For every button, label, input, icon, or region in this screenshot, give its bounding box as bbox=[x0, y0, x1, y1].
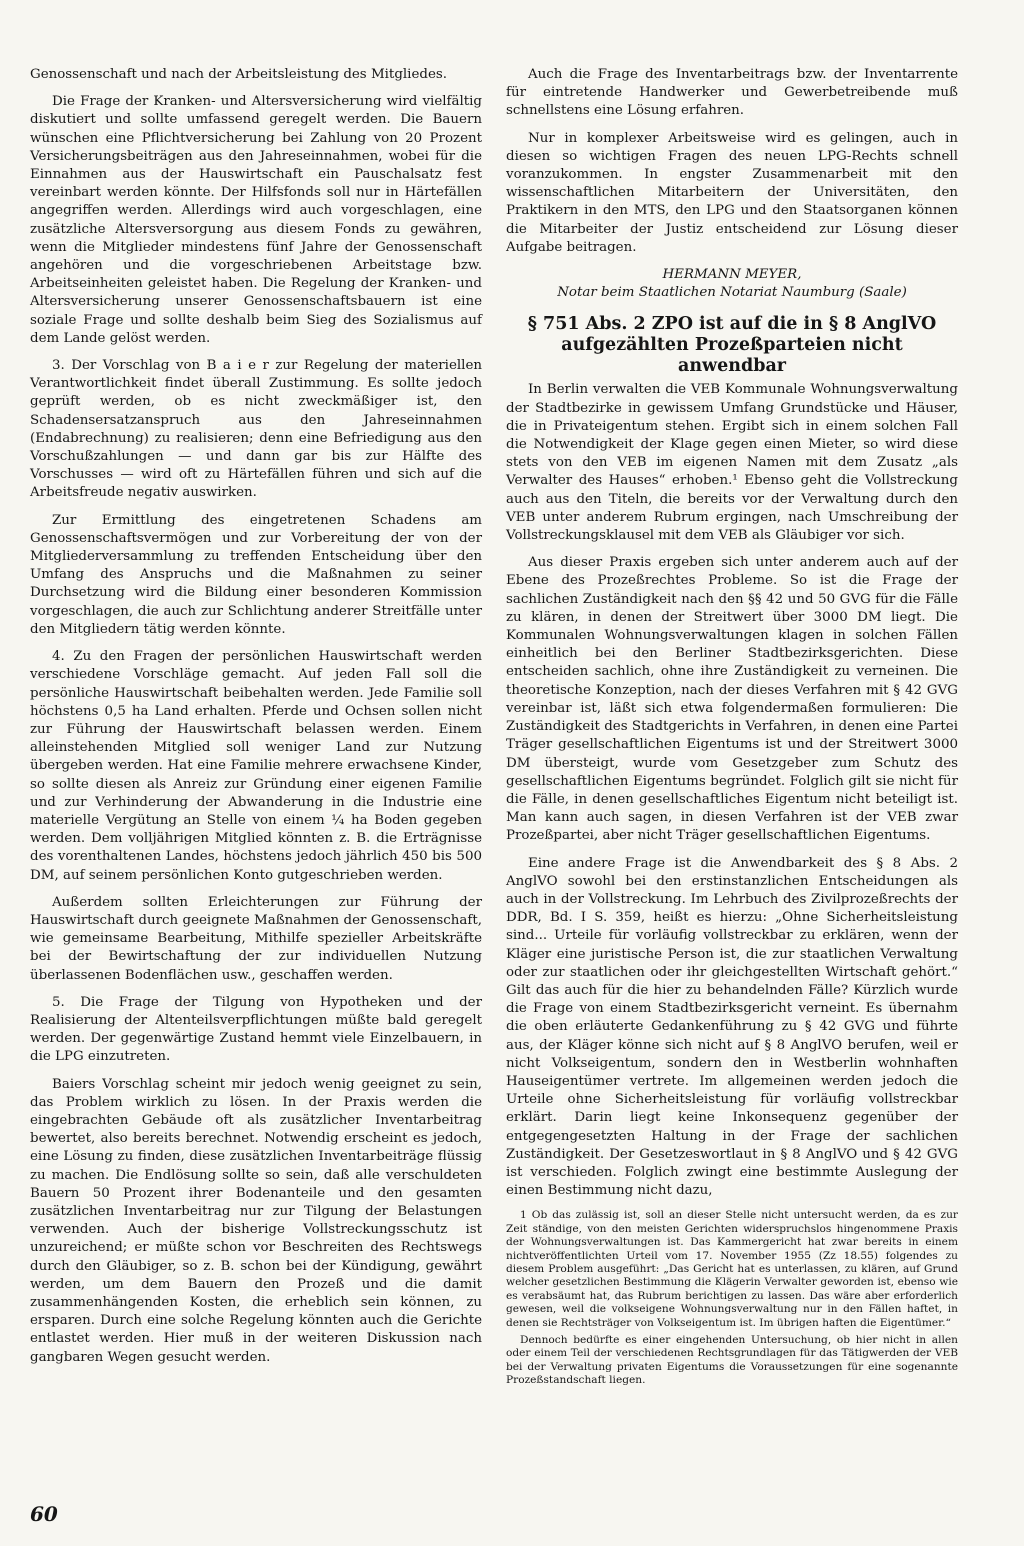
left-column bbox=[30, 66, 482, 1376]
page-number: 60 bbox=[30, 1502, 58, 1526]
paragraph: Die Frage der Kranken- und Altersversicherung wird vielfältig diskutiert und sollte umfassend geregelt werden. Die Bauern wünschen eine Pflichtversicherung bei Zahlung von 20 Prozent Versicherungsbeiträgen aus den Jahreseinnahmen, wobei für die Einnahmen aus der Hauswirtschaft ein Pauschalsatz fest vereinbart werden könnte. Der Hilfsfonds soll nur in Härtefällen angegriffen werden. Allerdings wird auch vorgeschlagen, eine zusätzliche Altersversorgung aus diesem Fonds zu gewähren, wenn die Mitglieder mindestens fünf Jahre der Genossenschaft angehören und die vorgeschriebenen Arbeitstage bzw. Arbeitseinheiten geleistet haben. Die Regelung der Kranken- und Altersversicherung unserer Genossenschaftsbauern ist eine soziale Frage und sollte deshalb beim Sieg des Sozialismus auf dem Lande gelöst werden. bbox=[30, 94, 482, 346]
paragraph: Nur in komplexer Arbeitsweise wird es gelingen, auch in diesen so wichtigen Fragen des neuen LPG-Rechts schnell voranzukommen. In engster Zusammenarbeit mit den wissenschaftlichen Mitarbeitern der Universitäten, den Praktikern in den MTS, den LPG und den Staatsorganen können die Mitarbeiter der Justiz entscheidend zur Lösung dieser Aufgabe beitragen. bbox=[506, 130, 958, 255]
paragraph: Aus dieser Praxis ergeben sich unter anderem auch auf der Ebene des Prozeßrechtes Probleme. So ist die Frage der sachlichen Zuständigkeit nach den §§ 42 und 50 GVG für die Fälle zu klären, in denen der Streitwert über 3000 DM liegt. Die Kommunalen Wohnungsverwaltungen klagen in solchen Fällen einheitlich bei den Berliner Stadtbezirksgerichten. Diese entscheiden sachlich, ohne ihre Zuständigkeit zu verneinen. Die theoretische Konzeption, nach der dieses Verfahren mit § 42 GVG vereinbar ist, läßt sich etwa folgendermaßen formulieren: Die Zuständigkeit des Stadtgerichts in Verfahren, in denen eine Partei Träger gesellschaftlichen Eigentums ist und der Streitwert 3000 DM übersteigt, wurde vom Gesetzgeber zum Schutz des gesellschaftlichen Eigentums begründet. Folglich gilt sie nicht für die Fälle, in denen gesellschaftliches Eigentum nicht beteiligt ist. Man kann auch sagen, in diesen Verfahren ist der VEB zwar Prozeßpartei, aber nicht Träger gesellschaftlichen Eigentums. bbox=[506, 555, 958, 844]
author-affiliation: Notar beim Staatlichen Notariat Naumburg (Saale) bbox=[557, 285, 907, 301]
paragraph: Genossenschaft und nach der Arbeitsleistung des Mitgliedes. bbox=[30, 67, 447, 82]
paragraph: Baiers Vorschlag scheint mir jedoch wenig geeignet zu sein, das Problem wirklich zu lösen. In der Praxis werden die eingebrachten Gebäude oft als zusätzlicher Inventarbeitrag bewertet, also bereits berechnet. Notwendig erscheint es jedoch, eine Lösung zu finden, diese zusätzlichen Inventarbeiträge flüssig zu machen. Die Endlösung sollte so sein, daß alle verschuldeten Bauern 50 Prozent ihrer Bodenanteile und den gesamten zusätzlichen Inventarbeitrag nur zur Tilgung der Belastungen verwenden. Auch der bisherige Vollstreckungsschutz ist unzureichend; er müßte schon vor Beschreiten des Rechtswegs durch den Gläubiger, so z. B. schon bei der Kündigung, gewährt werden, um dem Bauern den Prozeß und die damit zusammenhängenden Kosten, die erheblich sein können, zu ersparen. Durch eine solche Regelung könnten auch die Gerichte entlastet werden. Hier muß in der weiteren Diskussion nach gangbaren Wegen gesucht werden. bbox=[30, 1076, 482, 1365]
footnote: Dennoch bedürfte es einer eingehenden Untersuchung, ob hier nicht in allen oder einem Teil der verschiedenen Rechtsgrundlagen für das Tätigwerden der VEB bei der Verwaltung privaten Eigentums die Voraussetzungen für eine sogenannte Prozeßstandschaft liegen. bbox=[506, 1334, 958, 1387]
paragraph: Auch die Frage des Inventarbeitrags bzw. der Inventarrente für eintretende Handwerker und Gewerbetreibende muß schnellstens eine Lösung erfahren. bbox=[506, 67, 958, 119]
footnote: 1 Ob das zulässig ist, soll an dieser Stelle nicht untersucht werden, da es zur Zeit ständige, von den meisten Gerichten widerspruchslos hingenommene Praxis der Wohnungsverwaltungen ist. Das Kammergericht hat zwar bereits in einem nichtveröffentlichten Urteil vom 17. November 1955 (Zz 18.55) folgendes zu diesem Problem ausgeführt: „Das Gericht hat es unterlassen, zu klären, auf Grund welcher gesetzlichen Bestimmung die Klägerin Verwalter geworden ist, ebenso wie es verabsäumt hat, das Rubrum berichtigen zu lassen. Das wäre aber erforderlich gewesen, weil die volkseigene Wohnungsverwaltung nur in den Fällen haftet, in denen sie Rechtsträger von Volkseigentum ist. Im übrigen haften die Eigentümer.“ bbox=[506, 1209, 958, 1329]
author-name: HERMANN MEYER, bbox=[662, 267, 802, 283]
paragraph: Zur Ermittlung des eingetretenen Schadens am Genossenschaftsvermögen und zur Vorbereitung der von der Mitgliederversammlung zu treffenden Entscheidung über den Umfang des Anspruchs und die Maßnahmen zu seiner Durchsetzung wird die Bildung einer besonderen Kommission vorgeschlagen, die auch zur Schlichtung anderer Streitfälle unter den Mitgliedern tätig werden könnte. bbox=[30, 512, 482, 637]
paragraph: 5. Die Frage der Tilgung von Hypotheken und der Realisierung der Altenteilsverpflichtungen müßte bald geregelt werden. Der gegenwärtige Zustand hemmt viele Einzelbauern, in die LPG einzutreten. bbox=[30, 994, 482, 1065]
paragraph: In Berlin verwalten die VEB Kommunale Wohnungsverwaltung der Stadtbezirke in gewissem Umfang Grundstücke und Häuser, die in Privateigentum stehen. Ergibt sich in einem solchen Fall die Notwendigkeit der Klage gegen einen Mieter, so wird diese stets von den VEB im eigenen Namen mit dem Zusatz „als Verwalter des Hauses“ erhoben.¹ Ebenso geht die Vollstreckung auch aus den Titeln, die bereits vor der Verwaltung durch den VEB unter anderem Rubrum ergingen, nach Umschreibung der Vollstreckungsklausel mit dem VEB als Gläubiger vor sich. bbox=[506, 382, 958, 544]
paragraph: 3. Der Vorschlag von B a i e r zur Regelung der materiellen Verantwortlichkeit findet überall Zustimmung. Es sollte jedoch geprüft werden, ob es nicht zweckmäßiger ist, den Schadensersatzanspruch aus den Jahreseinnahmen (Endabrechnung) zu realisieren; denn eine Befriedigung aus den Vorschußzahlungen — und dann gar bis zur Hälfte des Vorschusses — wird oft zu Härtefällen führen und sich auf die Arbeitsfreude negativ auswirken. bbox=[30, 358, 482, 501]
article-title: § 751 Abs. 2 ZPO ist auf die in § 8 AnglVO aufgezählten Prozeßparteien nicht anwendbar bbox=[527, 314, 937, 377]
right-column bbox=[506, 66, 958, 1392]
paragraph: 4. Zu den Fragen der persönlichen Hauswirtschaft werden verschiedene Vorschläge gemacht. Auf jeden Fall soll die persönliche Hauswirtschaft beibehalten werden. Jede Familie soll höchstens 0,5 ha Land erhalten. Pferde und Ochsen sollen nicht zur Führung der Hauswirtschaft belassen werden. Einem alleinstehenden Mitglied soll weniger Land zur Nutzung übergeben werden. Hat eine Familie mehrere erwachsene Kinder, so sollte diesen als Anreiz zur Gründung einer eigenen Familie und zur Verhinderung der Abwanderung in die Industrie eine materielle Vergütung an Stelle von einem ¼ ha Boden gegeben werden. Dem volljährigen Mitglied könnten z. B. die Erträgnisse des vorenthaltenen Landes, höchstens jedoch jährlich 450 bis 500 DM, auf seinem persönlichen Konto gutgeschrieben werden. bbox=[30, 649, 482, 883]
footnotes bbox=[506, 1209, 958, 1387]
paragraph: Außerdem sollten Erleichterungen zur Führung der Hauswirtschaft durch geeignete Maßnahmen der Genossenschaft, wie gemeinsame Bearbeitung, Mithilfe spezieller Arbeitskräfte bei der Bewirtschaftung der zur individuellen Nutzung überlassenen Bodenflächen usw., geschaffen werden. bbox=[30, 894, 482, 983]
paragraph: Eine andere Frage ist die Anwendbarkeit des § 8 Abs. 2 AnglVO sowohl bei den erstinstanzlichen Entscheidungen als auch in der Vollstreckung. Im Lehrbuch des Zivilprozeßrechts der DDR, Bd. I S. 359, heißt es hierzu: „Ohne Sicherheitsleistung sind... Urteile für vorläufig vollstreckbar zu erklären, wenn der Kläger eine juristische Person ist, die zur staatlichen Verwaltung oder zur staatlichen oder ihr gleichgestellten Wirtschaft gehört.“ Gilt das auch für die hier zu behandelnden Fälle? Kürzlich wurde die Frage von einem Stadtbezirksgericht verneint. Es übernahm die oben erläuterte Gedankenführung zu § 42 GVG und führte aus, der Kläger könne sich nicht auf § 8 AnglVO berufen, weil er nicht Volkseigentum, sondern den in Westberlin wohnhaften Hauseigentümer vertrete. Im allgemeinen werden jedoch die Urteile ohne Sicherheitsleistung für vorläufig vollstreckbar erklärt. Darin liegt keine Inkonsequenz gegenüber der entgegengesetzten Haltung in der Frage der sachlichen Zuständigkeit. Der Gesetzeswortlaut in § 8 AnglVO und § 42 GVG ist verschieden. Folglich zwingt eine bestimmte Auslegung der einen Bestimmung nicht dazu, bbox=[506, 855, 958, 1199]
